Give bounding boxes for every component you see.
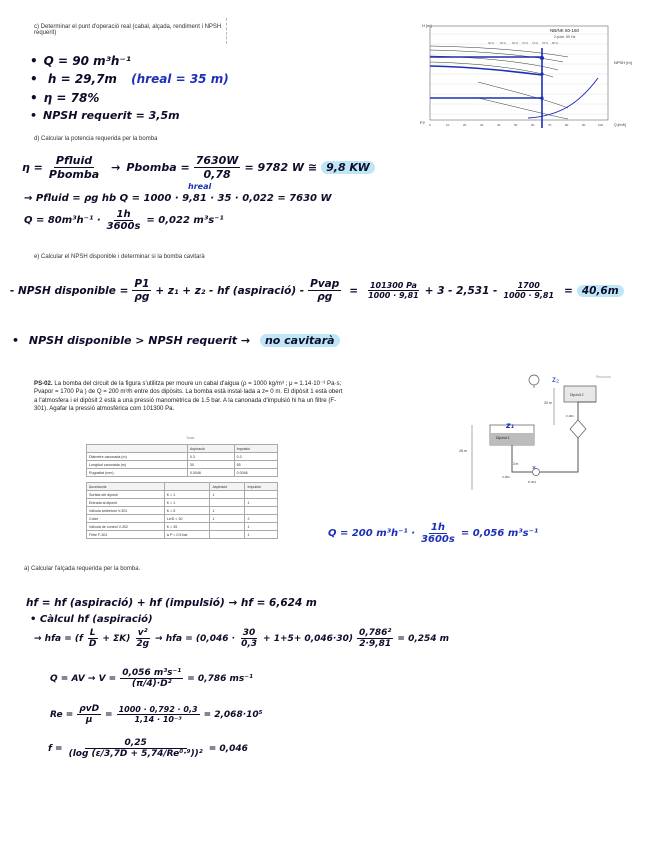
svg-text:80: 80 — [565, 123, 569, 127]
accessories-table: Accessoris Aspiració Impulsió Sortida del dipòsit K = 1 1 Entrada al dipòsit K = 1 1 Vàlvula antiretorn V-301 K = 5 1 Colze Le/D = 30 1 2 Vàlvula de control V-302 K = 35 1 Filtre F-301 Δ P = 0.5 bar 1 — [86, 482, 278, 539]
diagram-corner-label: Recursos — [596, 375, 611, 379]
chart-x-label: Q [m³/h] — [614, 123, 627, 127]
result-efficiency: • η = 78% — [30, 91, 99, 105]
eff-label-50: 50 % — [500, 42, 506, 45]
conclusion-highlight: no cavitarà — [260, 334, 340, 347]
z1-annotation: z₁ — [506, 421, 515, 430]
svg-text:28 m: 28 m — [459, 449, 467, 453]
svg-text:90: 90 — [582, 123, 586, 127]
pump-curve-chart — [418, 20, 640, 130]
svg-text:F-301: F-301 — [566, 414, 574, 418]
hreal-annotation: hreal — [188, 182, 212, 191]
svg-text:30: 30 — [480, 123, 484, 127]
svg-text:V-301: V-301 — [502, 475, 510, 479]
table-row: Entrada al dipòsit K = 1 1 — [87, 499, 278, 507]
svg-text:3 m: 3 m — [513, 462, 519, 466]
reynolds-equation: Re = $\frac{\text{ρvD}}{\mu}$ = $\frac{1000 \cdot 0,792 \cdot 0,3}{\text{1,14 · 10⁻³}}$ = 2,068·10⁵ — [50, 704, 263, 725]
section-a-title: a) Calcular l'alçada requerida per la bomba. — [24, 566, 141, 572]
pfluid-line: → Pfluid = ρg hb Q = 1000 · 9,81 · 35 · 0,022 = 7630 W — [24, 193, 332, 204]
result-head: • h = 29,7m (hreal = 35 m) — [30, 72, 229, 86]
result-npsh: • NPSH requerit = 3,5m — [30, 109, 180, 122]
svg-text:P-301: P-301 — [528, 480, 537, 484]
table-row: Filtre F-301 Δ P = 0.5 bar 1 — [87, 531, 278, 539]
chart-y-left-label: H [m] — [422, 23, 432, 28]
ps02-statement: PS-02. La bomba del circuit de la figura s'utilitza per moure un cabal d'aigua (ρ = 1000 kg/m³ ; μ = 1.14·10⁻³ Pa·s; Pvapor = 1700 Pa ) de Q = 200 m³/h entre dos dipòsits. La bomba està instal·lada a z= 0 m. El dipòsit 1 està obert a l'atmosfera i el dipòsit 2 està a una pressió manomètrica de 1.5 bar. A la canonada d'impulsió hi ha un filtre (F-301). Agafar la pressió atmosfèrica com 101300 Pa. — [34, 380, 343, 413]
calc-suction-heading: • Càlcul hf (aspiració) — [30, 614, 153, 625]
eff-label-40: 40 % — [488, 42, 494, 45]
velocity-equation: Q = AV → V = $\frac{\text{0,056 m³s⁻¹}}{\text{(π/4)·D²}}$ = 0,786 ms⁻¹ — [50, 668, 253, 689]
result-flow: • Q = 90 m³h⁻¹ — [30, 54, 131, 68]
table-row: Diàmetre canonada (m) 0.3 0.3 — [87, 453, 278, 461]
eff-label-80: 80 % — [552, 42, 558, 45]
table1-caption: Taula — [186, 436, 195, 440]
section-c-title: c) Determinar el punt d'operació real (cabal, alçada, rendiment i NPSH requerit) — [34, 24, 222, 36]
head-loss-total: hf = hf (aspiració) + hf (impulsió) → hf = 6,624 m — [26, 597, 317, 609]
svg-text:60: 60 — [531, 123, 535, 127]
svg-text:0: 0 — [429, 123, 431, 127]
svg-text:70: 70 — [548, 123, 552, 127]
margin-marker — [226, 18, 228, 44]
svg-text:20 m: 20 m — [544, 401, 552, 405]
table-row: Rugositat (mm) 0.0046 0.0046 — [87, 469, 278, 477]
svg-text:20: 20 — [463, 123, 467, 127]
ps02-flow-conversion: Q = 200 m³h⁻¹ · $\frac{1h}{3600s}$ = 0,056 m³s⁻¹ — [328, 522, 539, 545]
friction-factor-equation: f = $\frac{0,25}{\text{(log (ε/3,7D + 5,74/Re⁰·⁹))²}}$ = 0,046 — [48, 738, 248, 759]
cavitation-conclusion: • NPSH disponible > NPSH requerit → no cavitarà — [12, 334, 340, 347]
eff-label-74: 74 % — [532, 42, 538, 45]
chart-subtitle: 2-pole, 50 Hz — [554, 35, 576, 39]
table-row: Sortida del dipòsit K = 1 1 — [87, 491, 278, 499]
section-d-title: d) Calcular la potencia requerida per la bomba — [34, 136, 158, 142]
power-result-highlight: 9,8 KW — [321, 161, 375, 174]
chart-title: NB/NK 50-160 — [550, 28, 580, 33]
svg-text:Dipòsit 2: Dipòsit 2 — [570, 393, 584, 397]
eff-label-60: 60 % — [512, 42, 518, 45]
table-row: Vàlvula antiretorn V-301 K = 5 1 — [87, 507, 278, 515]
hreal-note: (hreal = 35 m) — [131, 72, 229, 86]
eff-label-70: 70 % — [522, 42, 528, 45]
suction-loss-equation: → hfa = (f $\frac{L}{D}$ + ΣK) $\frac{\text{v²}}{2g}$ → hfa = (0,046 · $\frac{30}{0,3}$ + 1+5+ 0,046·30) $\frac{\text{0,786²}}{2\cdot 9,81}$ = 0,254 m — [34, 628, 450, 649]
pressure-gauge-icon — [529, 375, 539, 385]
pump-annotation: × — [532, 465, 537, 472]
filter-icon — [570, 420, 586, 438]
npsh-result-highlight: 40,6m — [577, 285, 624, 297]
pipe-table: Aspiració Impulsió Diàmetre canonada (m) 0.3 0.3 Longitud canonada (m) 30 65 Rugositat (mm) 0.0046 0.0046 — [86, 444, 278, 477]
svg-text:10: 10 — [446, 123, 450, 127]
circuit-diagram — [436, 370, 636, 500]
chart-p-label: P2 — [420, 120, 425, 125]
svg-text:Dipòsit 1: Dipòsit 1 — [496, 436, 510, 440]
svg-text:100: 100 — [598, 123, 604, 127]
z2-annotation: z₂ — [552, 375, 560, 384]
section-e-title: e) Calcular el NPSH disponible i determinar si la bomba cavitarà — [34, 254, 205, 260]
flow-conversion-line: Q = 80m³h⁻¹ · $\frac{1h}{3600s}$ = 0,022 m³s⁻¹ — [24, 209, 224, 232]
table-row: Vàlvula de control V-302 K = 35 1 — [87, 523, 278, 531]
chart-y-right-label: NPSH [m] — [614, 60, 632, 65]
table-row: Colze Le/D = 30 1 2 — [87, 515, 278, 523]
npsh-available-equation: - NPSH disponible = $\frac{P1}{\rho g}$ + z₁ + z₂ - hf (aspiració) - $\frac{\text{Pvap}}{\rho g}$ = $\frac{101300 Pa}{1000 \cdot 9,81}$ + 3 - 2,531 - $\frac{1700}{1000 \cdot 9,81}$ = 40,6m — [10, 278, 624, 303]
ps02-label: PS-02. — [34, 380, 53, 387]
table-row: Longitud canonada (m) 30 65 — [87, 461, 278, 469]
svg-text:50: 50 — [514, 123, 518, 127]
svg-text:40: 40 — [497, 123, 501, 127]
power-equation: η = $\frac{\text{Pfluid}}{\text{Pbomba}}$ → Pbomba = $\frac{7630W}{0,78}$ = 9782 W ≅ 9,8 KW — [22, 154, 375, 181]
eff-label-78: 78 % — [542, 42, 548, 45]
